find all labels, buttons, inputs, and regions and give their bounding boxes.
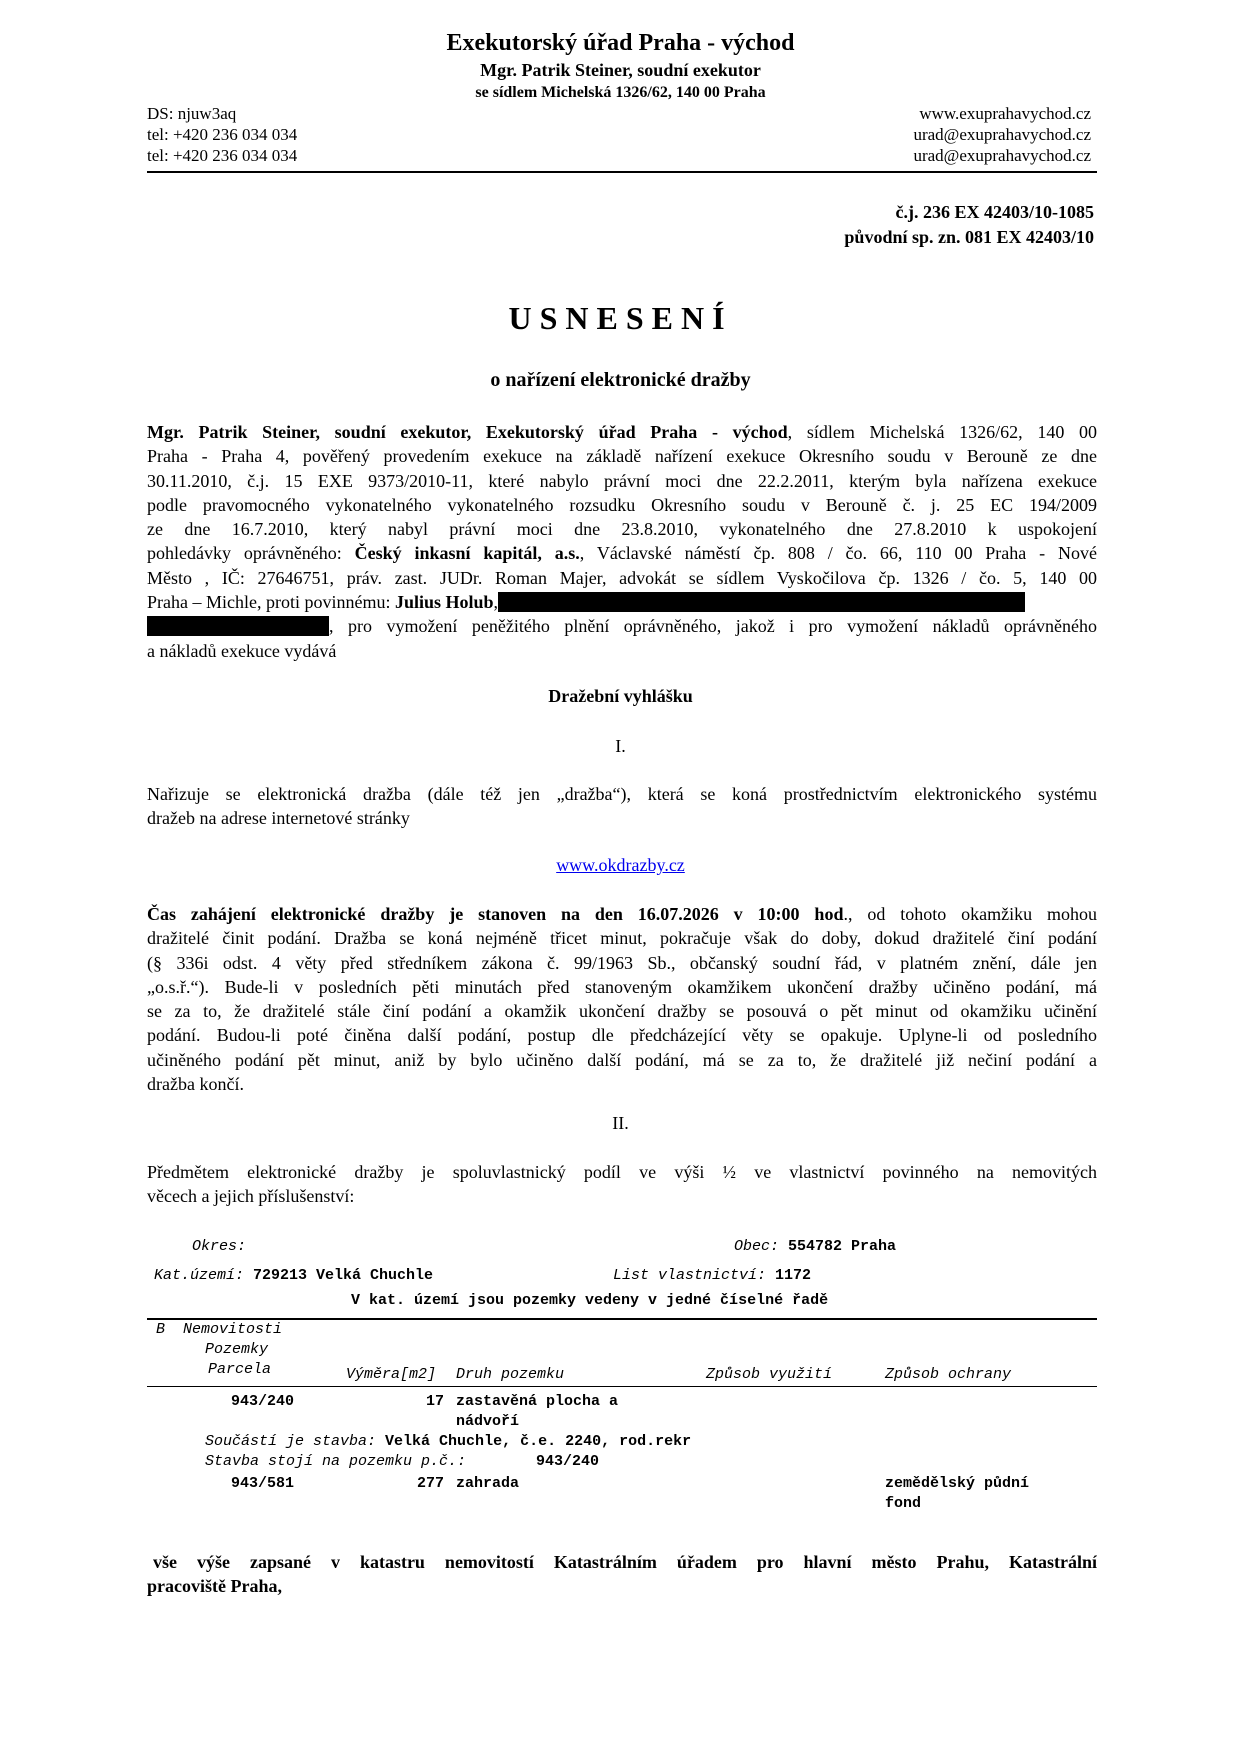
reference-block (844, 200, 1094, 250)
intro-bailiff-bold: Mgr. Patrik Steiner, soudní exekutor, Exekutorský úřad Praha - východ (147, 422, 788, 442)
row1-vymera: 17 (426, 1393, 445, 1410)
office-seat: se sídlem Michelská 1326/62, 140 00 Praha (475, 84, 766, 101)
soucasti-value: Velká Chuchle, č.e. 2240, rod.rekr (385, 1433, 692, 1450)
row1-parcela: 943/240 (231, 1393, 295, 1410)
auction-start-bold: Čas zahájení elektronické dražby je stanoven na den 16.07.2026 v 10:00 hod (147, 904, 844, 924)
row1-druh-cont: nádvoří (456, 1413, 520, 1430)
original-case-number: původní sp. zn. 081 EX 42403/10 (844, 227, 1094, 247)
pozemky-label: Pozemky (205, 1341, 269, 1358)
case-number: č.j. 236 EX 42403/10-1085 (895, 202, 1094, 222)
debtor-name: Julius Holub (394, 592, 494, 613)
katuzemi-value: 729213 Velká Chuchle (253, 1267, 434, 1284)
databox-id: DS: njuw3aq (147, 104, 237, 123)
col-vymera: Výměra[m2] (346, 1366, 437, 1383)
row1-druh: zastavěná plocha a (456, 1393, 619, 1410)
section-1-numeral: I. (615, 736, 626, 756)
lv-label: List vlastnictví: (613, 1267, 767, 1284)
okres-label: Okres: (192, 1238, 247, 1255)
row2-parcela: 943/581 (231, 1475, 295, 1492)
redaction-bar (498, 592, 1025, 612)
creditor-name: Český inkasní kapitál, a.s. (354, 543, 580, 564)
auction-url-link[interactable]: www.okdrazby.cz (556, 855, 685, 875)
col-druh: Druh pozemku (456, 1366, 565, 1383)
intro-paragraph: Mgr. Patrik Steiner, soudní exekutor, Exekutorský úřad Praha - východ, sídlem Michelská 1326/62, 140 00 Praha - Praha 4, pověřený provedením exekuce na základě nařízení exekuce Okresního soudu v Berouně ze dne 30.11.2010, č.j. 15 EXE 9373/2010-11, které nabylo právní moci dne 22.2.2011, kterým byla nařízena exekuce podle pravomocného vykonatelného vykonatelného rozsudku Okresního soudu v Berouně č. j. 25 EC 194/2009 ze dne 16.7.2010, který nabyl právní moci dne 23.8.2010, vykonatelného dne 27.8.2010 k uspokojení pohledávky oprávněného: Český inkasní kapitál, a.s., Václavské náměstí čp. 808 / čo. 66, 110 00 Praha - Nové Město , IČ: 27646751, práv. zast. JUDr. Roman Majer, advokát se sídlem Vyskočilova čp. 1326 / čo. 5, 140 00 Praha – Michle, proti povinnému: Julius Holub, , pro vymožení peněžitého plnění oprávněného, jakož i pro vymožení nákladů oprávněného a nákladů exekuce vydává (147, 422, 1097, 661)
email-2: urad@exuprahavychod.cz (913, 146, 1091, 165)
section-2-paragraph: Předmětem elektronické dražby je spoluvlastnický podíl ve výši ½ ve vlastnictví povinného na nemovitých věcech a jejich příslušenství: (147, 1162, 1097, 1207)
lv-value: 1172 (775, 1267, 812, 1284)
cadastre-rule-top (147, 1318, 1097, 1320)
cadastre-rule-header (147, 1386, 1097, 1387)
section-2-numeral: II. (612, 1113, 629, 1133)
document-subtitle: o nařízení elektronické dražby (490, 369, 751, 391)
office-name: Exekutorský úřad Praha - východ (446, 30, 795, 56)
stavba-value: 943/240 (536, 1453, 600, 1470)
row2-vymera: 277 (417, 1475, 445, 1492)
notice-heading: Dražební vyhlášku (548, 686, 693, 706)
col-zpusob-vyuziti: Způsob využití (706, 1366, 833, 1383)
obec-label: Obec: (734, 1238, 780, 1255)
col-parcela: Parcela (208, 1361, 272, 1378)
document-title: USNESENÍ (508, 300, 733, 336)
row2-ochrana-cont: fond (885, 1495, 922, 1512)
row2-ochrana: zemědělský půdní (885, 1475, 1030, 1492)
obec-value: 554782 Praha (788, 1238, 897, 1255)
section-b-label: B Nemovitosti (156, 1321, 283, 1338)
contact-right (913, 103, 1091, 166)
website: www.exuprahavychod.cz (919, 104, 1091, 123)
row2-druh: zahrada (456, 1475, 520, 1492)
cadastre-note: V kat. území jsou pozemky vedeny v jedné číselné řadě (351, 1292, 829, 1309)
katuzemi-label: Kat.území: (154, 1267, 245, 1284)
section-1-paragraph-2: Čas zahájení elektronické dražby je stanoven na den 16.07.2026 v 10:00 hod., od tohoto okamžiku mohou dražitelé činit podání. Dražba se koná nejméně třicet minut, pokračuje však do doby, dokud dražitelé činí podání (§ 336i odst. 4 věty před středníkem zákona č. 99/1963 Sb., občanský soudní řád, v platném znění, dále jen „o.s.ř.“). Bude-li v posledních pěti minutách před stanoveným okamžikem ukončení dražby učiněno podání, má se za to, že dražitelé stále činí podání a okamžik ukončení dražby se posouvá o pět minut od okamžiku učinění podání. Budou-li poté činěna další podání, postup dle předcházející věty se opakuje. Uplyne-li od posledního učiněného podání pět minut, aniž by bylo učiněno další podání, má se za to, že dražitelé již nečiní podání a dražba končí. (147, 904, 1097, 1095)
redaction-bar (147, 616, 329, 636)
header-rule (147, 171, 1097, 173)
soucasti-label: Součástí je stavba: (205, 1433, 377, 1450)
contact-left (147, 103, 297, 166)
bailiff-name: Mgr. Patrik Steiner, soudní exekutor (480, 60, 761, 80)
phone-2: tel: +420 236 034 034 (147, 146, 298, 165)
col-zpusob-ochrany: Způsob ochrany (885, 1366, 1012, 1383)
stavba-label: Stavba stojí na pozemku p.č.: (205, 1453, 467, 1470)
email-1: urad@exuprahavychod.cz (913, 125, 1091, 144)
section-1-paragraph-1: Nařizuje se elektronická dražba (dále též jen „dražba“), která se koná prostřednictvím elektronického systému dražeb na adrese internetové stránky (147, 784, 1097, 829)
closing-paragraph: vše výše zapsané v katastru nemovitostí Katastrálním úřadem pro hlavní město Prahu, Katastrální pracoviště Praha, (147, 1552, 1097, 1597)
phone-1: tel: +420 236 034 034 (147, 125, 298, 144)
